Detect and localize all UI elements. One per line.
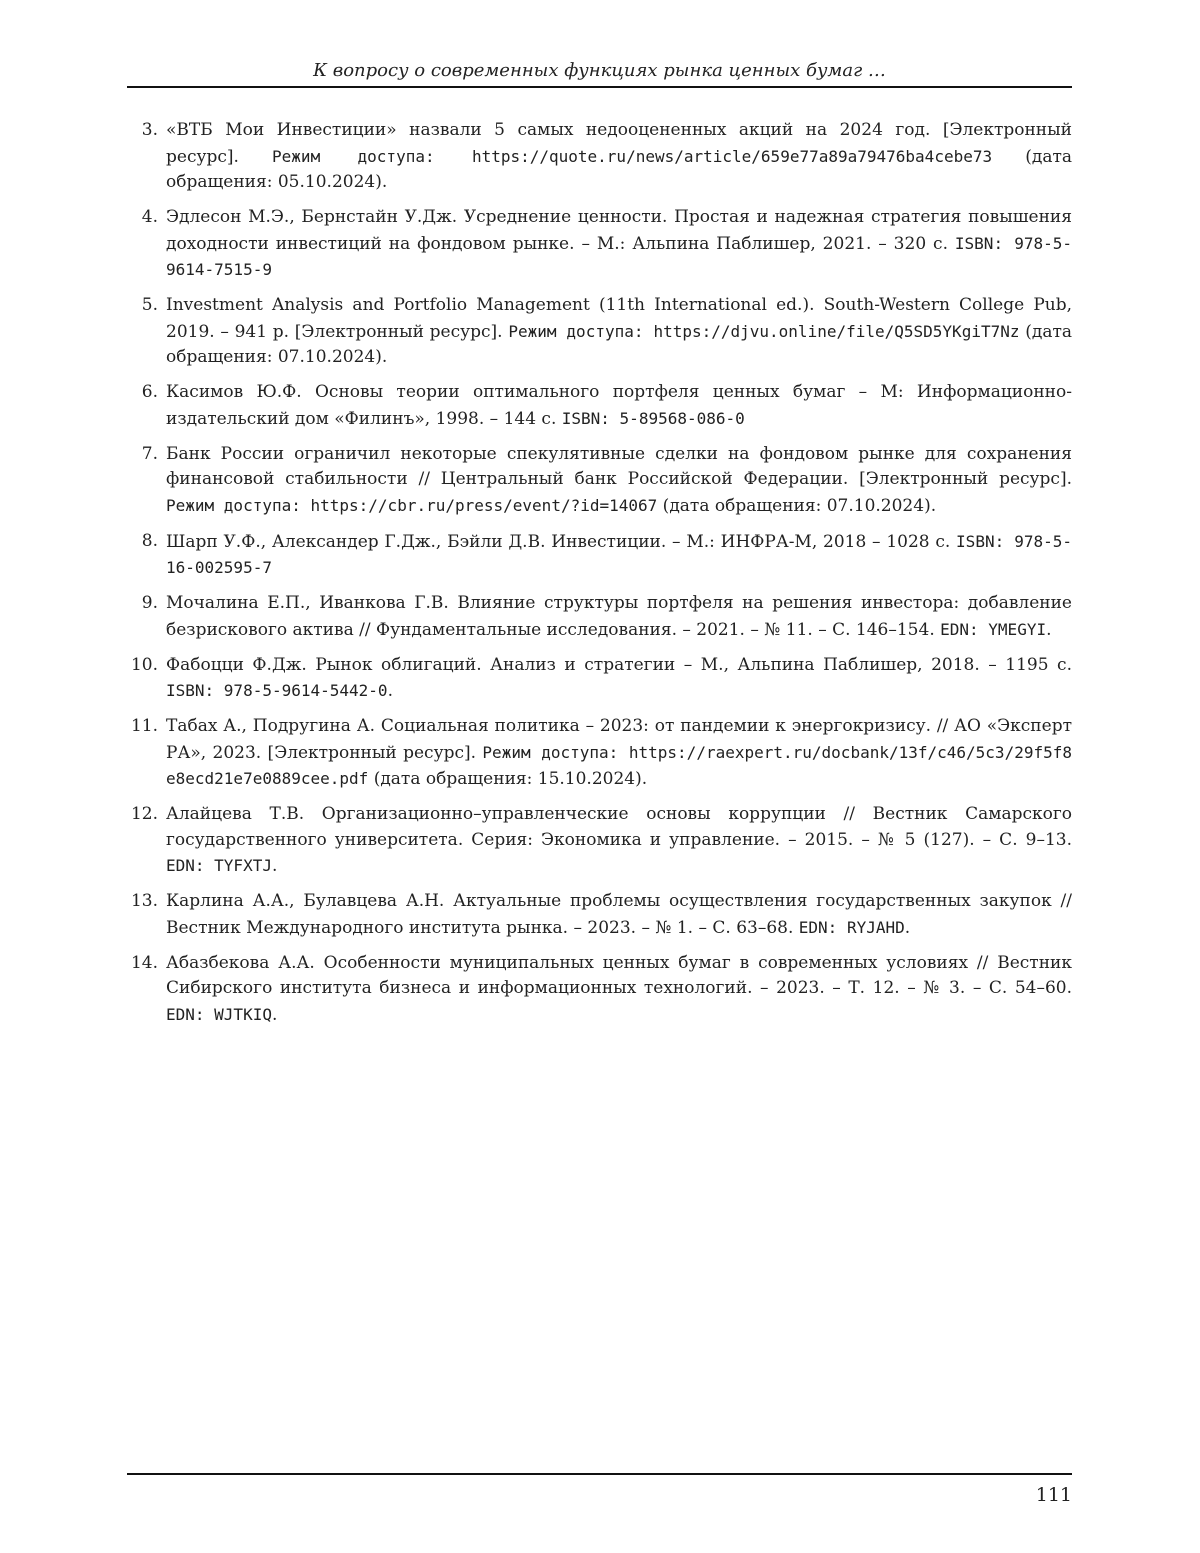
reference-item-12 [130,802,1072,880]
reference-number: 9. [141,593,158,613]
reference-text: Абазбекова А.А. Особенности муниципальных ценных бумаг в современных условиях // Вестник Сибирского института бизнеса и информационных технологий. – 2023. – Т. 12. – № 3. – С. 54–60. [166,952,1072,998]
reference-number: 10. [130,654,158,675]
reference-number: 5. [141,295,158,315]
reference-number: 4. [141,207,158,227]
reference-item-8 [141,529,1073,582]
reference-number: 11. [130,716,158,736]
reference-item-7 [141,442,1072,520]
reference-list [130,118,1073,1038]
reference-number: 12. [130,804,158,824]
reference-text: Investment Analysis and Portfolio Management (11th International ed.). South-Western College Pub, 2019. – 941 p. [Электронный ресурс]. [166,295,1072,342]
reference-item-4 [141,205,1073,284]
reference-link[interactable]: Режим доступа: https://quote.ru/news/article/659e77a89a79476ba4cebe73 [272,146,993,166]
reference-edn: EDN: RYJAHD [798,917,905,937]
reference-text: Касимов Ю.Ф. Основы теории оптимального портфеля ценных бумаг – М: Информационно-издательский дом «Филинъ», 1998. – 144 с. [166,382,1072,429]
reference-text: Банк России ограничил некоторые спекулятивные сделки на фондовом рынке для сохранения финансовой стабильности // Центральный банк Российской Федерации. [Электронный ресурс]. [166,443,1072,489]
reference-tail: . [904,917,911,938]
reference-edn: EDN: WJTKIQ [166,1004,272,1024]
reference-tail: . [271,1004,278,1025]
reference-item-10 [130,653,1072,705]
header-rule [127,86,1072,88]
reference-tail: . [387,681,393,701]
reference-isbn: ISBN: 978-5-9614-7515-9 [166,233,1073,279]
reference-number: 14. [130,952,158,973]
reference-tail: (дата обращения: 15.10.2024). [368,769,648,789]
reference-number: 3. [141,120,158,140]
reference-number: 8. [141,530,158,551]
footer-rule [127,1473,1072,1475]
running-title: К вопросу о современных функциях рынка ценных бумаг … [313,60,886,81]
reference-item-5 [141,293,1072,371]
reference-link[interactable]: Режим доступа: https://djvu.online/file/Q5SD5YKgiT7Nz [508,321,1020,341]
reference-tail: . [1046,619,1052,640]
reference-text: Мочалина Е.П., Иванкова Г.В. Влияние структуры портфеля на решения инвестора: добавление безрискового актива // Фундаментальные исследования. – 2021. – № 11. – С. 146–154. [166,593,1072,640]
reference-number: 7. [141,443,158,464]
reference-item-14 [130,951,1072,1029]
reference-text: Эдлесон М.Э., Бернстайн У.Дж. Усреднение ценности. Простая и надежная стратегия повышения доходности инвестиций на фондовом рынке. – М.: Альпина Паблишер, 2021. – 320 с. [166,207,1072,254]
reference-item-9 [141,591,1072,643]
reference-item-11 [130,714,1072,793]
reference-edn: EDN: YMEGYI [940,619,1047,639]
reference-text: Фабоцци Ф.Дж. Рынок облигаций. Анализ и стратегии – М., Альпина Паблишер, 2018. – 1195 с. [166,654,1072,675]
page-number: 111 [1035,1484,1072,1506]
reference-link[interactable]: Режим доступа: https://raexpert.ru/docbank/13f/c46/5c3/29f5f8e8ecd21e7e0889cee.pdf [166,742,1072,788]
reference-item-6 [141,380,1072,432]
reference-text: Шарп У.Ф., Александер Г.Дж., Бэйли Д.В. Инвестиции. – М.: ИНФРА-М, 2018 – 1028 с. [166,531,957,552]
reference-tail: . [271,856,278,876]
reference-tail: (дата обращения: 05.10.2024). [166,146,1072,192]
reference-isbn: ISBN: 978-5-9614-5442-0 [166,681,388,700]
reference-edn: EDN: TYFXTJ [166,856,272,875]
reference-text: Табах А., Подругина А. Социальная политика – 2023: от пандемии к энергокризису. // АО «Эксперт РА», 2023. [Электронный ресурс]. [166,716,1072,763]
reference-tail: (дата обращения: 07.10.2024). [657,495,937,516]
reference-number: 6. [141,382,158,402]
reference-isbn: ISBN: 5-89568-086-0 [561,408,745,428]
reference-item-3 [141,118,1072,196]
reference-text: Алайцева Т.В. Организационно–управленческие основы коррупции // Вестник Самарского государственного университета. Серия: Экономика и управление. – 2015. – № 5 (127). – С. 9–13. [166,804,1072,850]
reference-item-13 [130,889,1072,941]
reference-link[interactable]: Режим доступа: https://cbr.ru/press/event/?id=14067 [166,495,658,515]
reference-text: Карлина А.А., Булавцева А.Н. Актуальные проблемы осуществления государственных закупок // Вестник Международного института рынка. – 2023. – № 1. – С. 63–68. [166,891,1072,938]
reference-isbn: ISBN: 978-5-16-002595-7 [166,531,1073,577]
reference-tail: (дата обращения: 07.10.2024). [166,321,1072,367]
reference-number: 13. [130,891,158,911]
reference-text: «ВТБ Мои Инвестиции» назвали 5 самых недооцененных акций на 2024 год. [Электронный ресурс]. [166,120,1072,167]
